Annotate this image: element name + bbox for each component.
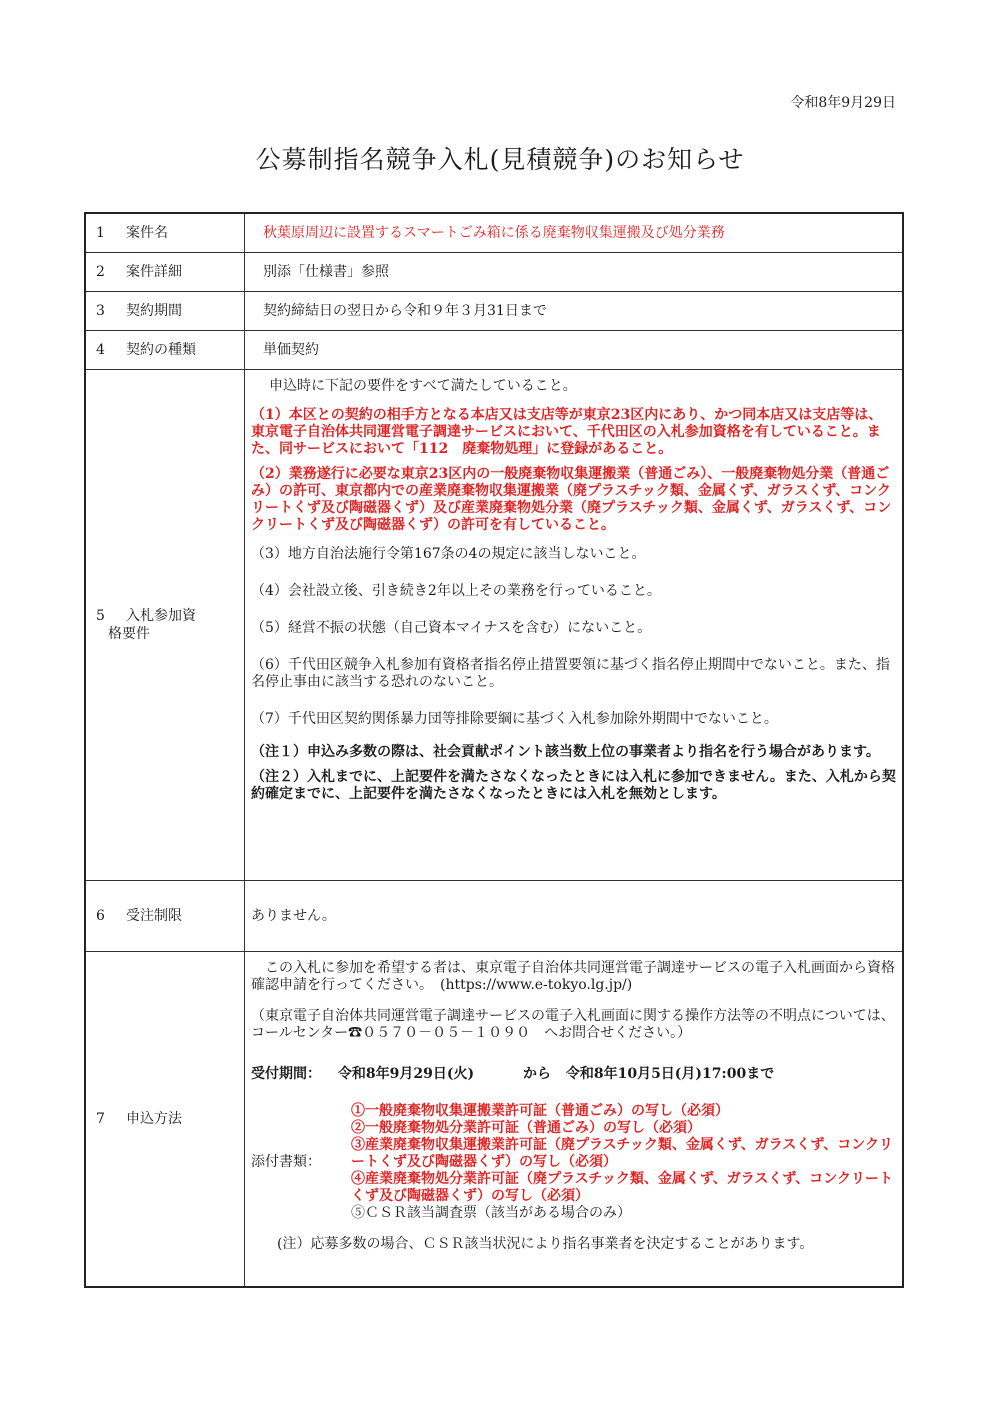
page-title: 公募制指名競争入札(見積競争)のお知らせ (255, 145, 745, 174)
case-details: 別添「仕様書」参照 (245, 253, 904, 292)
contract-period: 契約締結日の翌日から令和９年３月31日まで (245, 292, 904, 331)
row-number: 3 (96, 303, 105, 319)
requirement-item: （6）千代田区競争入札参加有資格者指名停止措置要領に基づく指名停止期間中でないこと。また、指名停止事由に該当する恐れのないこと。 (251, 657, 890, 690)
period-from: 令和8年9月29日(火) (337, 1066, 475, 1082)
row-label-text: 契約期間 (126, 303, 182, 319)
row-number: 1 (96, 225, 105, 241)
row-number: 7 (96, 1111, 105, 1127)
attachment-item: ①一般廃棄物収集運搬業許可証（普通ごみ）の写し（必須） (351, 1103, 729, 1119)
table-row (85, 881, 903, 952)
row-label (85, 253, 245, 292)
row-label-text: 案件名 (126, 225, 168, 241)
row-label (85, 213, 245, 253)
table-row (85, 952, 903, 1288)
row-label-text: 入札参加資 (126, 608, 196, 624)
requirement-item: （2）業務遂行に必要な東京23区内の一般廃棄物収集運搬業（普通ごみ）、一般廃棄物処分業（普通ごみ）の許可、東京都内での産業廃棄物収集運搬業（廃プラスチック類、金属くず、ガラスくず、コンクリートくず及び陶磁器くず）及び産業廃棄物処分業（廃プラスチック類、金属くず、ガラスくず、コンクリートくず及び陶磁器くず）の許可を有していること。 (251, 466, 892, 533)
requirement-item: （7）千代田区契約関係暴力団等排除要綱に基づく入札参加除外期間中でないこと。 (251, 711, 778, 727)
application-note: (注）応募多数の場合、ＣＳＲ該当状況により指名事業者を決定することがあります。 (277, 1236, 814, 1252)
attachment-item: ②一般廃棄物処分業許可証（普通ごみ）の写し（必須） (351, 1120, 701, 1136)
contract-type: 単価契約 (245, 331, 904, 370)
table-row (85, 292, 903, 331)
table-row (85, 331, 903, 370)
document-date: 令和8年9月29日 (790, 95, 896, 111)
table-row (85, 213, 903, 253)
row-label (85, 370, 245, 881)
row-label-text: 案件詳細 (126, 264, 182, 280)
application-period (251, 1066, 896, 1083)
requirement-item: （4）会社設立後、引き続き2年以上その業務を行っていること。 (251, 583, 661, 599)
notice-table (84, 212, 904, 1288)
table-row (85, 253, 903, 292)
table-row (85, 370, 903, 881)
row-label-line (96, 607, 236, 625)
row-label (85, 292, 245, 331)
attachment-item: ③産業廃棄物収集運搬業許可証（廃プラスチック類、金属くず、ガラスくず、コンクリートくず及び陶磁器くず）の写し（必須） (351, 1137, 893, 1170)
attachment-item: ⑤ＣＳＲ該当調査票（該当がある場合のみ） (351, 1205, 631, 1221)
row-number: 2 (96, 264, 105, 280)
period-to: 令和8年10月5日(月)17:00まで (565, 1066, 775, 1082)
attachments-label: 添付書類： (251, 1154, 321, 1170)
row-label (85, 952, 245, 1288)
row-label-text: 受注制限 (126, 908, 182, 924)
row-label (85, 331, 245, 370)
case-name: 秋葉原周辺に設置するスマートごみ箱に係る廃棄物収集運搬及び処分業務 (245, 213, 904, 253)
requirement-item: （3）地方自治法施行令第167条の4の規定に該当しないこと。 (251, 546, 646, 562)
attachments-list (351, 1103, 896, 1222)
row-label-line: 格要件 (108, 626, 150, 642)
requirement-item: （5）経営不振の状態（自己資本マイナスを含む）にないこと。 (251, 620, 652, 636)
requirements-intro: 申込時に下記の要件をすべて満たしていること。 (269, 378, 577, 394)
row-label (85, 881, 245, 952)
row-number: 5 (96, 608, 105, 624)
attachment-item: ④産業廃棄物処分業許可証（廃プラスチック類、金属くず、ガラスくず、コンクリートくず及び陶磁器くず）の写し（必須） (351, 1171, 893, 1204)
attachments (251, 1103, 896, 1222)
order-limit: ありません。 (245, 881, 904, 952)
requirements (245, 370, 904, 881)
requirement-note: （注１）申込み多数の際は、社会貢献ポイント該当数上位の事業者より指名を行う場合があります。 (251, 744, 880, 760)
row-label-text: 契約の種類 (126, 342, 196, 358)
period-mid: から (522, 1066, 551, 1082)
row-number: 4 (96, 342, 105, 358)
application-method (245, 952, 904, 1288)
requirement-item: （1）本区との契約の相手方となる本店又は支店等が東京23区内にあり、かつ同本店又は支店等は、東京電子自治体共同運営電子調達サービスにおいて、千代田区の入札参加資格を有していること。また、同サービスにおいて「112 廃棄物処理」に登録があること。 (251, 407, 883, 457)
call-center-info: （東京電子自治体共同運営電子調達サービスの電子入札画面に関する操作方法等の不明点については、コールセンター☎０５７０－０５－１０９０ へお問合せください。） (251, 1008, 895, 1041)
row-label-text: 申込方法 (126, 1111, 182, 1127)
period-label: 受付期間： (251, 1066, 321, 1082)
requirement-note: （注２）入札までに、上記要件を満たさなくなったときには入札に参加できません。また、入札から契約確定までに、上記要件を満たさなくなったときには入札を無効とします。 (251, 769, 896, 802)
application-instructions: この入札に参加を希望する者は、東京電子自治体共同運営電子調達サービスの電子入札画面から資格確認申請を行ってください。 (https://www.e-tokyo.lg.jp/) (251, 960, 895, 993)
row-number: 6 (96, 908, 105, 924)
